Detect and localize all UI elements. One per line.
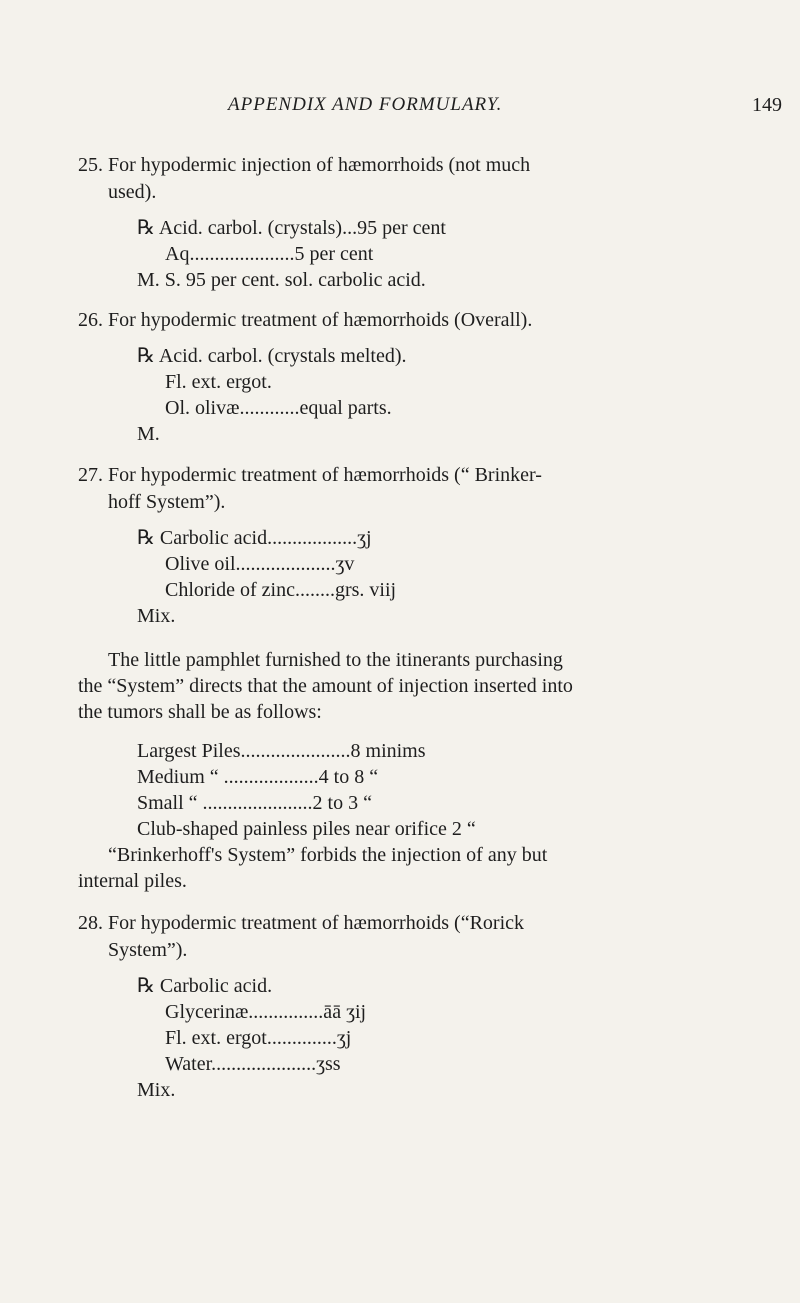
forbids-line2: internal piles. <box>78 870 187 892</box>
s27-rx-line1: ℞ Carbolic acid..................ʒj <box>137 527 372 549</box>
s26-rx-line1: ℞ Acid. carbol. (crystals melted). <box>137 345 407 367</box>
forbids-line1: “Brinkerhoff's System” forbids the injection of any but <box>108 844 548 866</box>
s27-heading-line1: 27. For hypodermic treatment of hæmorrhoids (“ Brinker- <box>78 464 542 486</box>
running-header <box>0 94 800 124</box>
s25-rx-line2: Aq.....................5 per cent <box>165 243 374 265</box>
s26-rx-line3: Ol. olivæ............equal parts. <box>165 397 392 419</box>
s25-rx-line3: M. S. 95 per cent. sol. carbolic acid. <box>137 269 426 291</box>
s28-rx-line1: ℞ Carbolic acid. <box>137 975 273 997</box>
s25-rx-line1: ℞ Acid. carbol. (crystals)...95 per cent <box>137 217 446 239</box>
paragraph-line1: The little pamphlet furnished to the itinerants purchasing <box>108 649 563 671</box>
dosage-row-club: Club-shaped painless piles near orifice 2 “ <box>137 818 476 840</box>
s28-rx-line5: Mix. <box>137 1079 176 1101</box>
s27-rx-line2: Olive oil....................ʒv <box>165 553 355 575</box>
paragraph-line3: the tumors shall be as follows: <box>78 701 322 723</box>
page-number: 149 <box>752 94 782 116</box>
s28-rx-line3: Fl. ext. ergot..............ʒj <box>165 1027 352 1049</box>
dosage-row-small: Small “ ......................2 to 3 “ <box>137 792 372 814</box>
dosage-row-medium: Medium “ ...................4 to 8 “ <box>137 766 379 788</box>
s27-rx-line3: Chloride of zinc........grs. viij <box>165 579 397 601</box>
s26-rx-line2: Fl. ext. ergot. <box>165 371 272 393</box>
s26-heading-line1: 26. For hypodermic treatment of hæmorrhoids (Overall). <box>78 309 533 331</box>
s26-rx-line4: M. <box>137 423 160 445</box>
paragraph-line2: the “System” directs that the amount of injection inserted into <box>78 675 573 697</box>
running-title: APPENDIX AND FORMULARY. <box>228 94 503 115</box>
dosage-row-largest: Largest Piles......................8 minims <box>137 740 426 762</box>
s28-rx-line2: Glycerinæ...............āā ʒij <box>165 1001 367 1023</box>
s28-rx-line4: Water.....................ʒss <box>165 1053 341 1075</box>
s28-heading-line1: 28. For hypodermic treatment of hæmorrhoids (“Rorick <box>78 912 525 934</box>
s25-heading-line1: 25. For hypodermic injection of hæmorrhoids (not much <box>78 154 531 176</box>
s27-rx-line4: Mix. <box>137 605 176 627</box>
s25-heading-line2: used). <box>108 181 157 203</box>
s27-heading-line2: hoff System”). <box>108 491 226 513</box>
s28-heading-line2: System”). <box>108 939 188 961</box>
